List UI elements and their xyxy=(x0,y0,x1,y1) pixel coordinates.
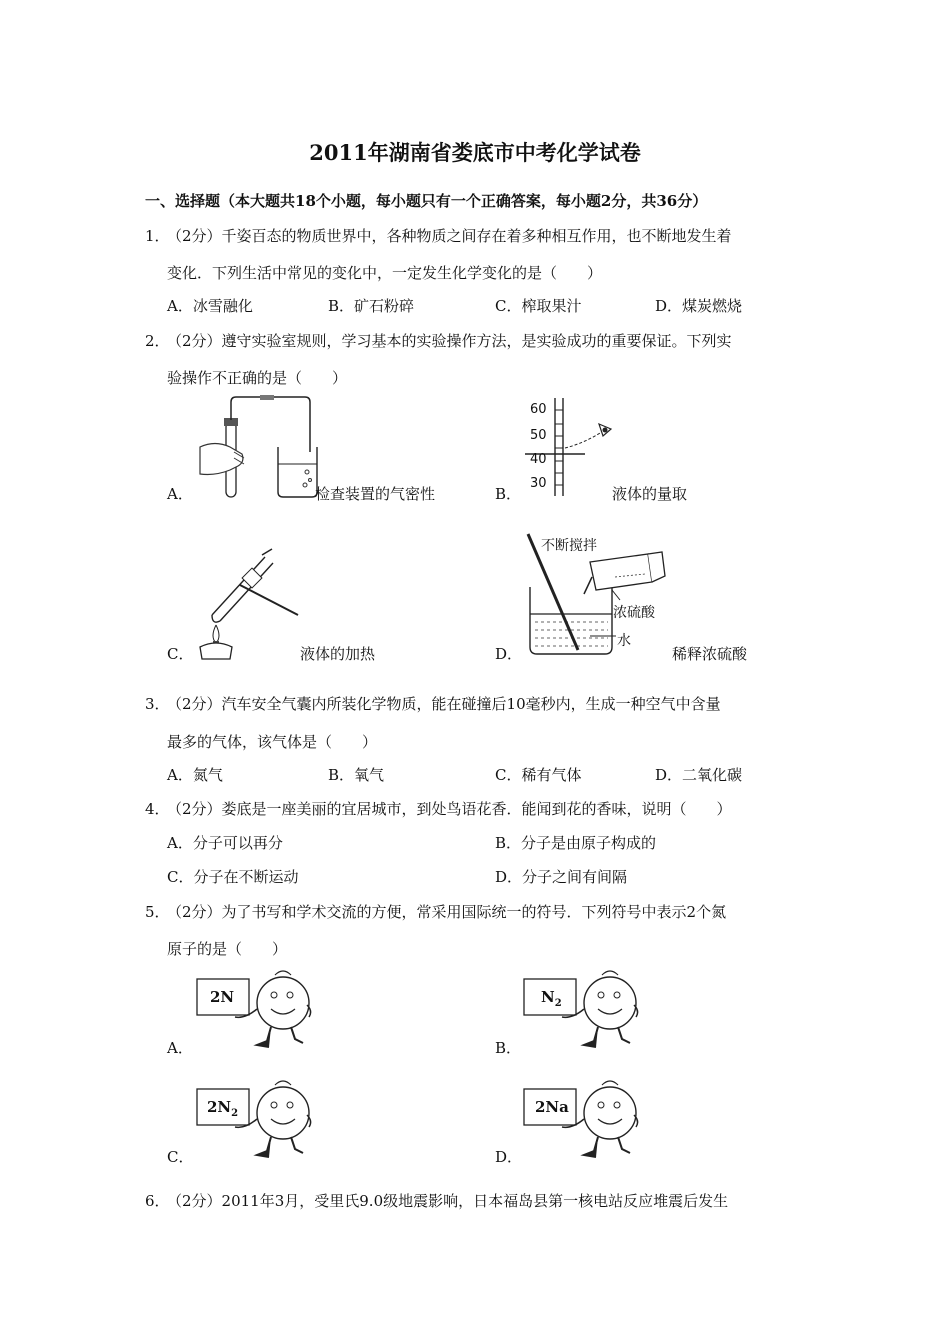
option-b[interactable]: B． xyxy=(495,485,522,503)
question-text: 最多的气体，该气体是（ ） xyxy=(167,733,378,751)
question-text: 原子的是（ ） xyxy=(167,940,288,958)
question-text: （2分）千姿百态的物质世界中，各种物质之间存在着多种相互作用，也不断地发生着 xyxy=(167,227,732,245)
option-b[interactable]: B．分子是由原子构成的 xyxy=(495,834,657,852)
question-text: 验操作不正确的是（ ） xyxy=(167,369,348,387)
option-c[interactable]: C．稀有气体 xyxy=(495,766,582,784)
option-b[interactable]: B．氧气 xyxy=(328,766,385,784)
scale-label-60: 60 xyxy=(530,402,547,417)
question-text: 变化．下列生活中常见的变化中，一定发生化学变化的是（ ） xyxy=(167,264,603,282)
acid-label: 浓硫酸 xyxy=(613,605,655,621)
cartoon-figure xyxy=(522,965,642,1055)
symbol-main: 2N xyxy=(207,1098,232,1116)
symbol-subscript: 2 xyxy=(554,998,562,1009)
question-text: （2分）遵守实验室规则，学习基本的实验操作方法，是实验成功的重要保证。下列实 xyxy=(167,332,732,350)
scale-label-40: 40 xyxy=(530,452,547,467)
option-c[interactable]: C．分子在不断运动 xyxy=(167,868,299,886)
question-text: （2分）汽车安全气囊内所装化学物质，能在碰撞后10毫秒内，生成一种空气中含量 xyxy=(167,695,721,713)
option-c[interactable]: C． xyxy=(167,645,194,663)
option-c[interactable]: C．榨取果汁 xyxy=(495,297,582,315)
question-number: 5． xyxy=(145,903,170,921)
option-a[interactable]: A．冰雪融化 xyxy=(167,297,253,315)
symbol-sign: 2N xyxy=(210,988,235,1006)
cartoon-figure xyxy=(522,1075,642,1165)
stir-label: 不断搅拌 xyxy=(541,538,597,554)
question-number: 2． xyxy=(145,332,170,350)
option-a[interactable]: A．氮气 xyxy=(167,766,223,784)
page-title: 2011年湖南省娄底市中考化学试卷 xyxy=(309,140,641,165)
symbol-sign xyxy=(541,988,562,1009)
symbol-sign xyxy=(207,1098,238,1119)
airtightness-figure xyxy=(190,392,320,502)
section-heading: 一、选择题（本大题共18个小题，每小题只有一个正确答案，每小题2分，共36分） xyxy=(145,192,708,210)
option-a[interactable]: A． xyxy=(167,1039,193,1057)
question-text: （2分）为了书写和学术交流的方便，常采用国际统一的符号．下列符号中表示2个氮 xyxy=(167,903,727,921)
figure-caption: 液体的量取 xyxy=(612,485,688,503)
option-d[interactable]: D．煤炭燃烧 xyxy=(655,297,743,315)
symbol-sign: 2Na xyxy=(535,1098,569,1116)
figure-caption: 稀释浓硫酸 xyxy=(672,645,748,663)
option-a[interactable]: A．分子可以再分 xyxy=(167,834,283,852)
question-number: 3． xyxy=(145,695,170,713)
heating-figure xyxy=(190,545,310,660)
question-number: 6． xyxy=(145,1192,170,1210)
option-b[interactable]: B． xyxy=(495,1039,522,1057)
option-c[interactable]: C． xyxy=(167,1148,194,1166)
figure-caption: 液体的加热 xyxy=(300,645,376,663)
option-b[interactable]: B．矿石粉碎 xyxy=(328,297,415,315)
symbol-main: N xyxy=(541,988,555,1006)
question-number: 1． xyxy=(145,227,170,245)
symbol-subscript: 2 xyxy=(231,1108,239,1119)
question-text: （2分）娄底是一座美丽的宜居城市，到处鸟语花香．能闻到花的香味，说明（ ） xyxy=(167,800,732,818)
option-d[interactable]: D．分子之间有间隔 xyxy=(495,868,628,886)
cartoon-figure xyxy=(195,965,315,1055)
option-d[interactable]: D．二氧化碳 xyxy=(655,766,743,784)
option-a[interactable]: A． xyxy=(167,485,193,503)
option-d[interactable]: D． xyxy=(495,645,523,663)
question-text: （2分）2011年3月，受里氏9.0级地震影响，日本福岛县第一核电站反应堆震后发生 xyxy=(167,1192,729,1210)
question-number: 4． xyxy=(145,800,170,818)
scale-label-50: 50 xyxy=(530,428,547,443)
scale-label-30: 30 xyxy=(530,476,547,491)
option-d[interactable]: D． xyxy=(495,1148,523,1166)
figure-caption: 检查装置的气密性 xyxy=(315,485,436,503)
water-label: 水 xyxy=(617,633,631,649)
cartoon-figure xyxy=(195,1075,315,1165)
